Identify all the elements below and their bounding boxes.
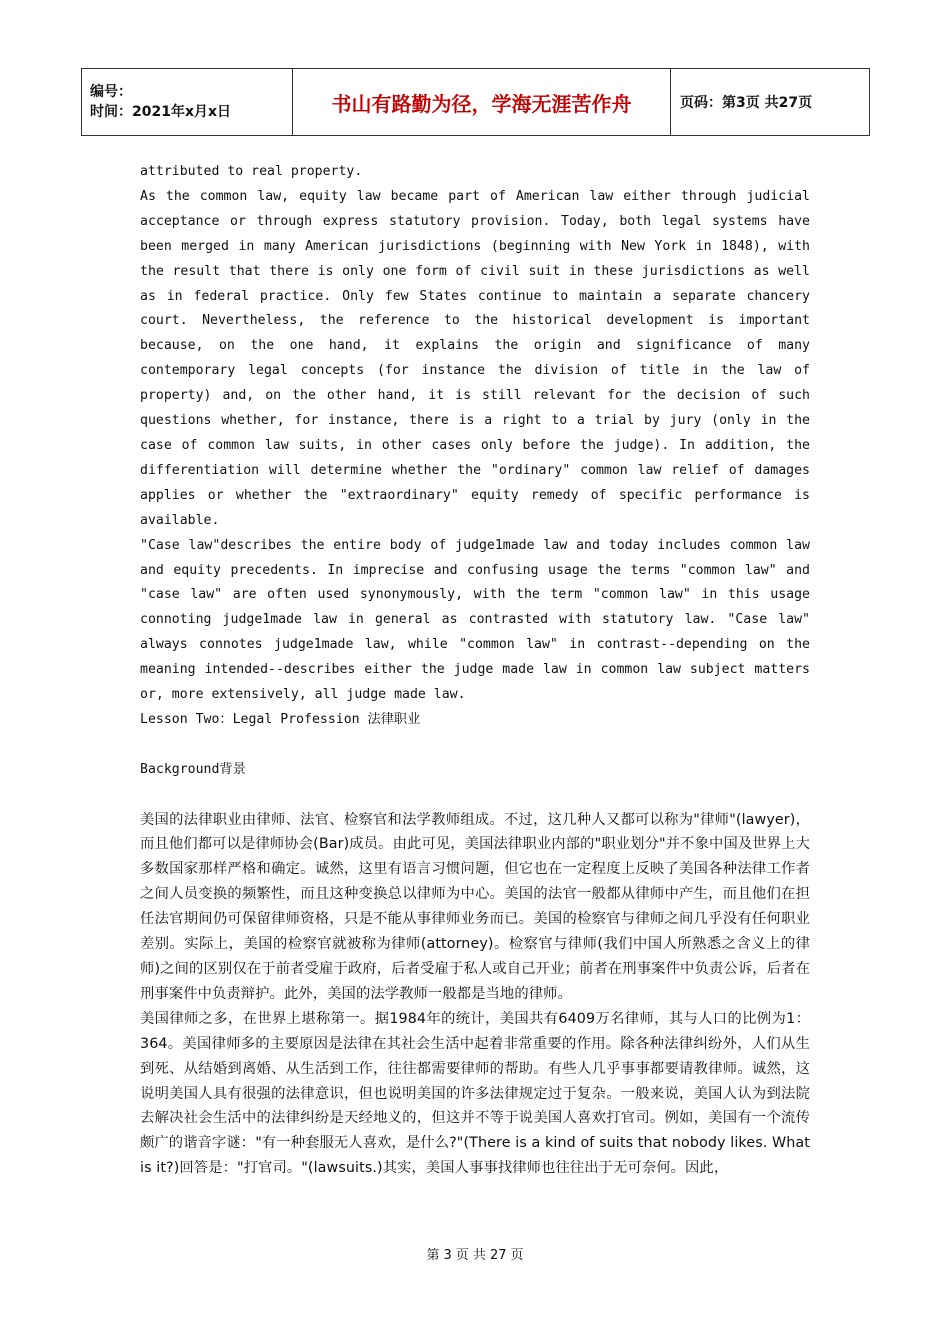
header-page-label: 页码：第3页 共27页 [671,69,870,136]
paragraph-continuation: attributed to real property. [140,164,363,179]
footer-total-pages: 27 [489,1248,507,1263]
document-number-label: 编号： [90,84,132,100]
footer-middle: 页 共 [455,1248,486,1263]
footer-page-number: 3 [443,1248,452,1263]
paragraph-case-law: "Case law"describes the entire body of judge1made law and today includes common law and equity precedents. In imprecise and confusing usage the terms "common law" and "case law" are often used synonymously, with the term "common law" in this usage connoting judge1made law in general as contrasted with statutory law. "Case law" always connotes judge1made law, while "common law" in contrast--depending on the meaning intended--describes either the judge made law in common law subject matters or, more extensively, all judge made law. [140,537,810,703]
lesson-heading: Lesson Two：Legal Profession 法律职业 [140,711,421,727]
document-body [140,160,810,1181]
paragraph-equity-law: As the common law, equity law became part of American law either through judicial acceptance or through express statutory provision. Today, both legal systems have been merged in many American jurisdictions (beginning with New York in 1848), with the result that there is only one form of civil suit in these jurisdictions as well as in federal practice. Only few States continue to maintain a separate chancery court. Nevertheless, the reference to the historical development is important because, on the one hand, it explains the origin and significance of many contemporary legal concepts (for instance the division of title in the law of property) and, on the other hand, it is still relevant for the decision of such questions whether, for instance, there is a right to a trial by jury (only in the case of common law suits, in other cases only before the judge). In addition, the differentiation will determine whether the "ordinary" common law relief of damages applies or whether the "extraordinary" equity remedy of specific performance is available. [140,188,810,528]
page-header [81,68,870,136]
header-motto: 书山有路勤为径，学海无涯苦作舟 [293,69,671,136]
document-date-label: 时间：2021年x月x日 [90,104,232,120]
paragraph-lawyer-count: 美国律师之多，在世界上堪称第一。据1984年的统计，美国共有6409万名律师，其与人口的比例为1：364。美国律师多的主要原因是法律在其社会生活中起着非常重要的作用。除各种法律纠纷外，人们从生到死、从结婚到离婚、从生活到工作，往往都需要律师的帮助。有些人几乎事事都要请教律师。诚然，这说明美国人具有很强的法律意识，但也说明美国的许多法律规定过于复杂。一般来说，美国人认为到法院去解决社会生活中的法律纠纷是天经地义的，但这并不等于说美国人喜欢打官司。例如，美国有一个流传颇广的谐音字谜："有一种套服无人喜欢，是什么?"(There is a kind of suits that nobody likes. What is it?)回答是："打官司。"(lawsuits.)其实，美国人事事找律师也往往出于无可奈何。因此， [140,1010,810,1177]
background-heading: Background背景 [140,761,246,777]
footer-prefix: 第 [426,1248,440,1263]
header-meta-cell [82,69,293,136]
footer-suffix: 页 [510,1248,524,1263]
paragraph-legal-profession: 美国的法律职业由律师、法官、检察官和法学教师组成。不过，这几种人又都可以称为"律师"(lawyer)，而且他们都可以是律师协会(Bar)成员。由此可见，美国法律职业内部的"职业划分"并不象中国及世界上大多数国家那样严格和确定。诚然，这里有语言习惯问题，但它也在一定程度上反映了美国各种法律工作者之间人员变换的频繁性，而且这种变换总以律师为中心。美国的法官一般都从律师中产生，而且他们在担任法官期间仍可保留律师资格，只是不能从事律师业务而已。美国的检察官与律师之间几乎没有任何职业差别。实际上，美国的检察官就被称为律师(attorney)。检察官与律师(我们中国人所熟悉之含义上的律师)之间的区别仅在于前者受雇于政府，后者受雇于私人或自己开业；前者在刑事案件中负责公诉，后者在刑事案件中负责辩护。此外，美国的法学教师一般都是当地的律师。 [140,811,810,1002]
page-footer [0,1244,950,1263]
